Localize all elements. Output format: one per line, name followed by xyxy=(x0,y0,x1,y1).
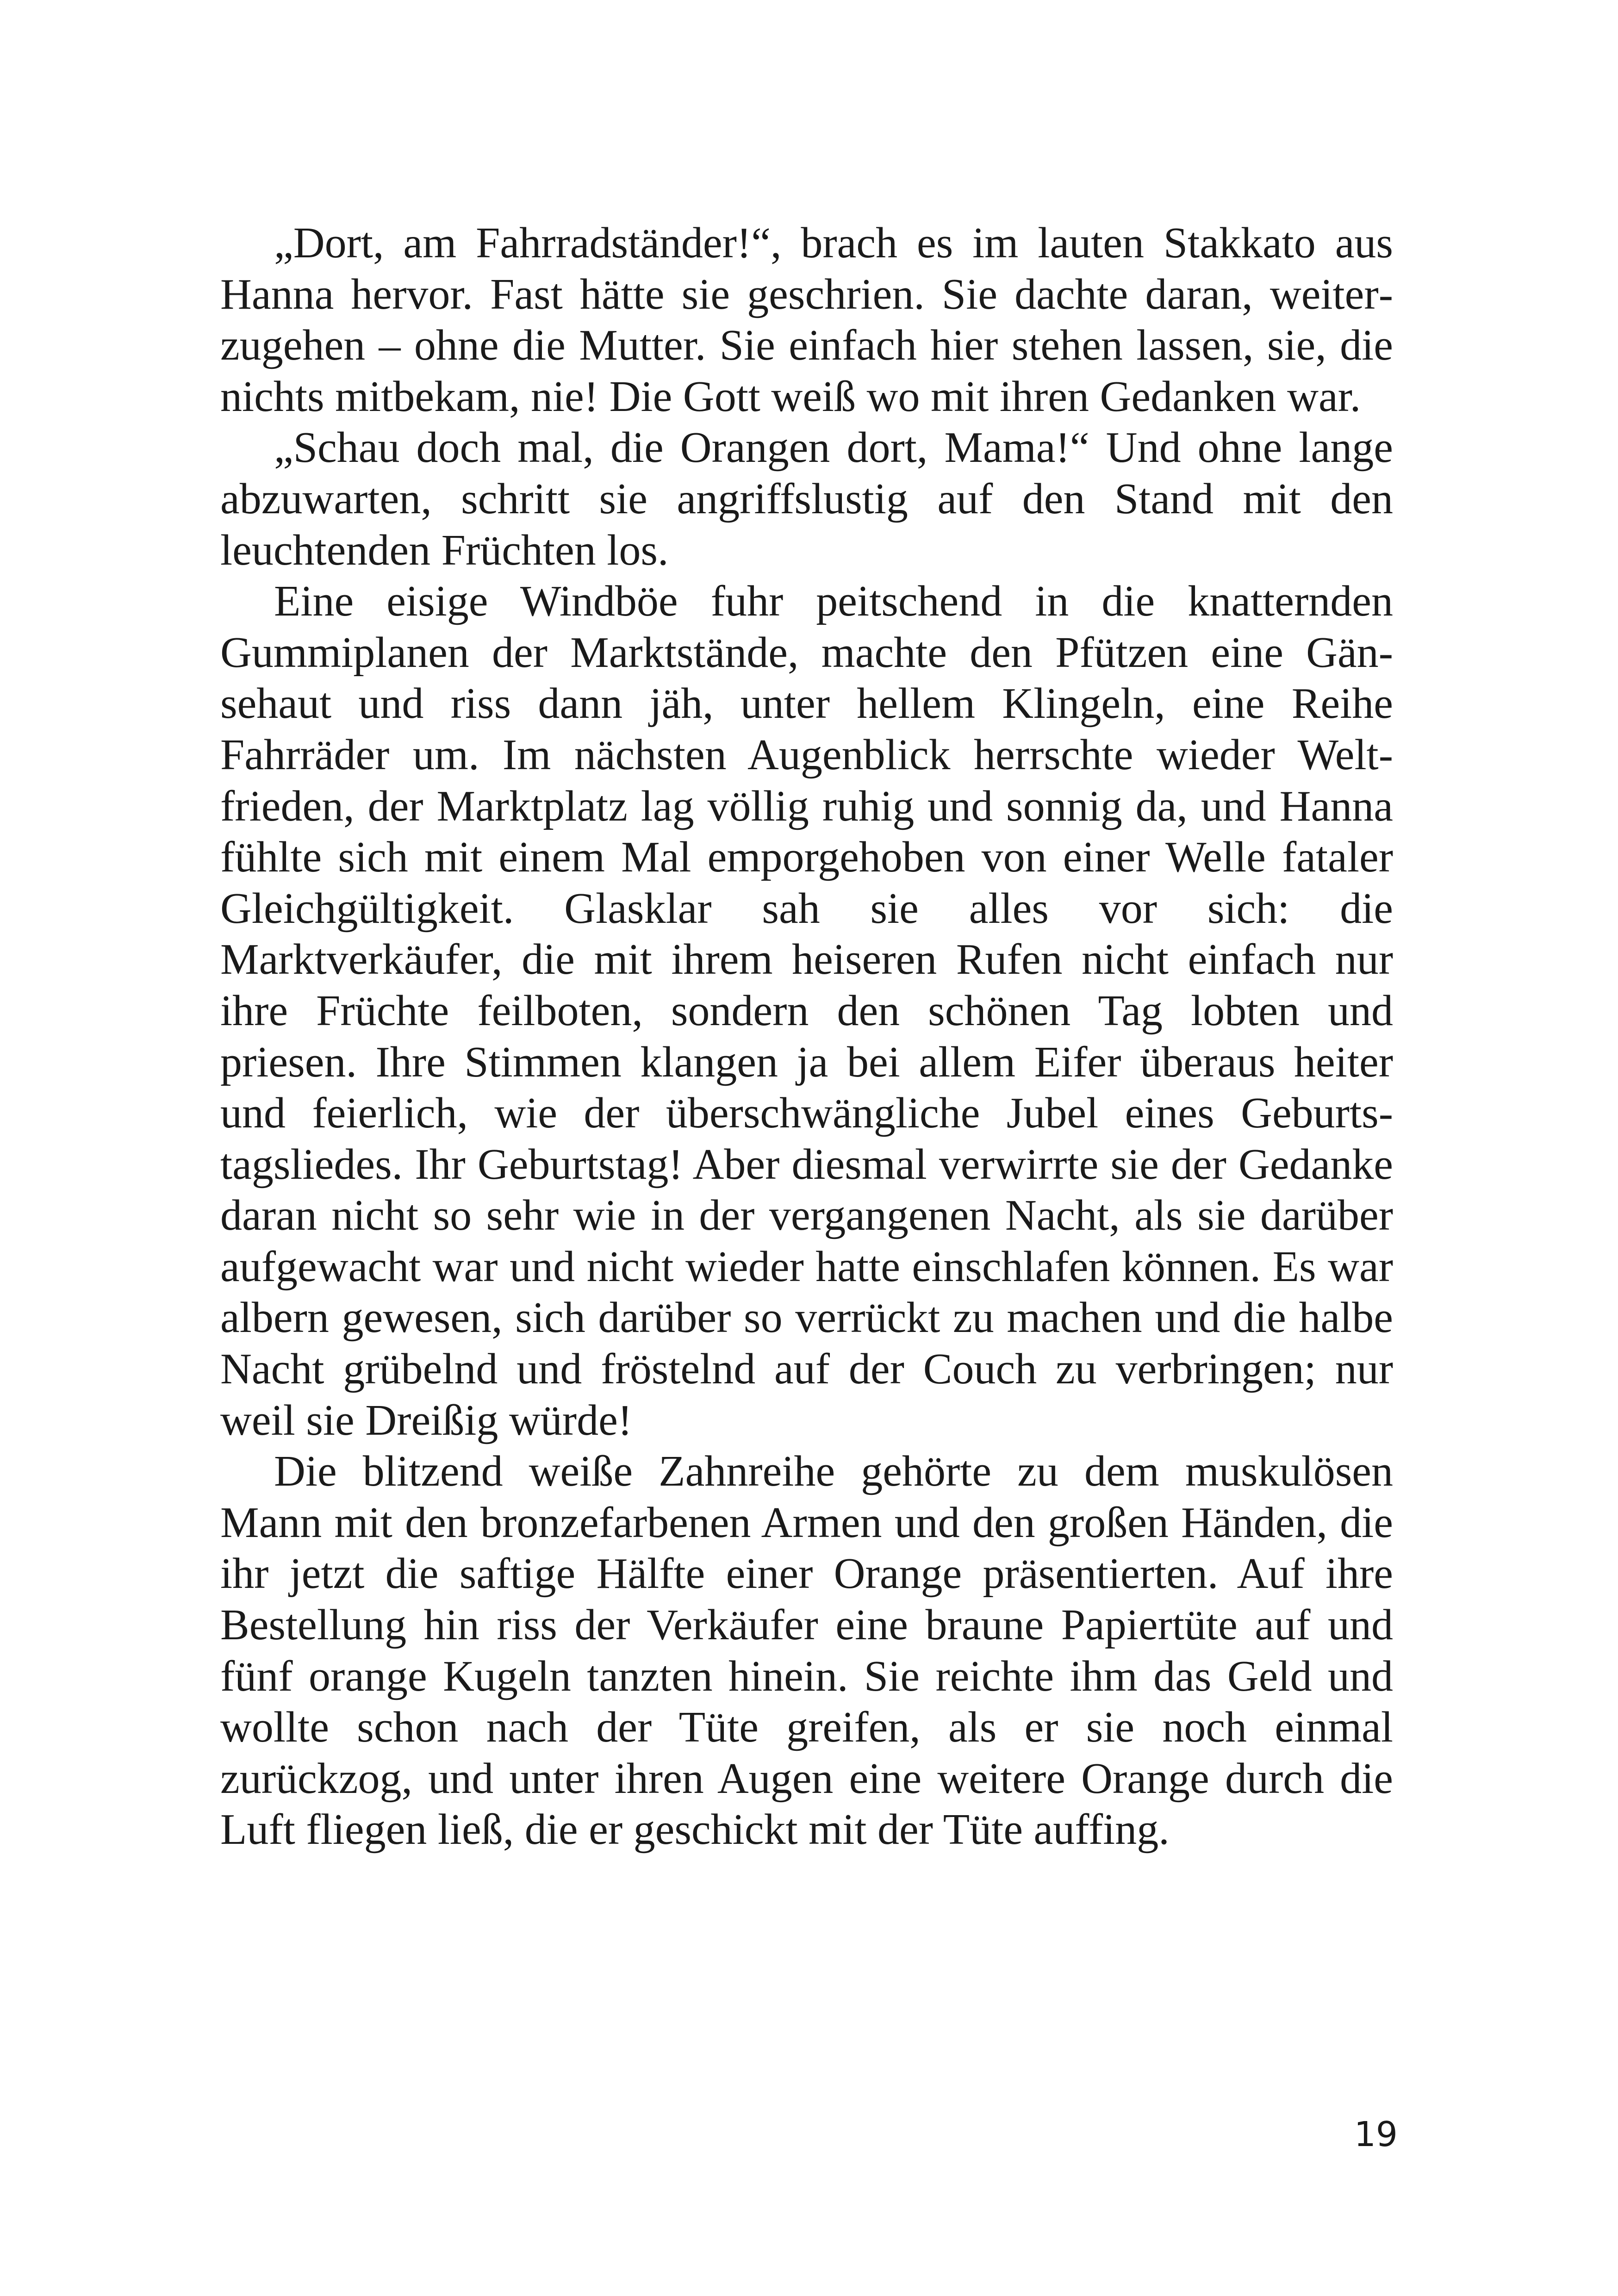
paragraph-3: Eine eisige Windböe fuhr peitschend in die knatternden Gummiplanen der Marktstände, machte den Pfützen eine Gänsehaut und riss dann jäh, unter hellem Klingeln, eine Reihe Fahrräder um. Im nächsten Augenblick herrschte wieder Weltfrieden, der Marktplatz lag völlig ruhig und sonnig da, und Hanna fühlte sich mit einem Mal emporgehoben von einer Welle fataler Gleichgültigkeit. Glasklar sah sie alles vor sich: die Marktverkäufer, die mit ihrem heiseren Rufen nicht einfach nur ihre Früchte feilboten, sondern den schönen Tag lobten und priesen. Ihre Stimmen klangen ja bei allem Eifer überaus heiter und feierlich, wie der überschwängliche Jubel eines Geburtstagsliedes. Ihr Geburtstag! Aber diesmal verwirrte sie der Gedanke daran nicht so sehr wie in der vergangenen Nacht, als sie darüber aufgewacht war und nicht wieder hatte einschlafen können. Es war albern gewesen, sich darüber so verrückt zu machen und die halbe Nacht grübelnd und fröstelnd auf der Couch zu verbringen; nur weil sie Dreißig würde! xyxy=(220,577,1393,1444)
page-number: 19 xyxy=(1354,2115,1398,2154)
paragraph-2: „Schau doch mal, die Orangen dort, Mama!“ Und ohne lange abzuwarten, schritt sie angriffslustig auf den Stand mit den leuchtenden Früchten los. xyxy=(220,423,1393,574)
paragraph-4: Die blitzend weiße Zahnreihe gehörte zu dem muskulösen Mann mit den bronzefarbenen Armen und den großen Händen, die ihr jetzt die saftige Hälfte einer Orange präsentierten. Auf ihre Bestellung hin riss der Verkäufer eine braune Papiertüte auf und fünf orange Kugeln tanzten hinein. Sie reichte ihm das Geld und wollte schon nach der Tüte greifen, als er sie noch einmal zurückzog, und unter ihren Augen eine weitere Orange durch die Luft fliegen ließ, die er geschickt mit der Tüte auffing. xyxy=(220,1447,1393,1854)
body-text xyxy=(220,218,1393,1855)
paragraph-1: „Dort, am Fahrradständer!“, brach es im lauten Stakkato aus Hanna hervor. Fast hätte sie geschrien. Sie dachte daran, weiterzugehen – ohne die Mutter. Sie einfach hier stehen lassen, sie, die nichts mitbekam, nie! Die Gott weiß wo mit ihren Gedanken war. xyxy=(220,219,1393,421)
